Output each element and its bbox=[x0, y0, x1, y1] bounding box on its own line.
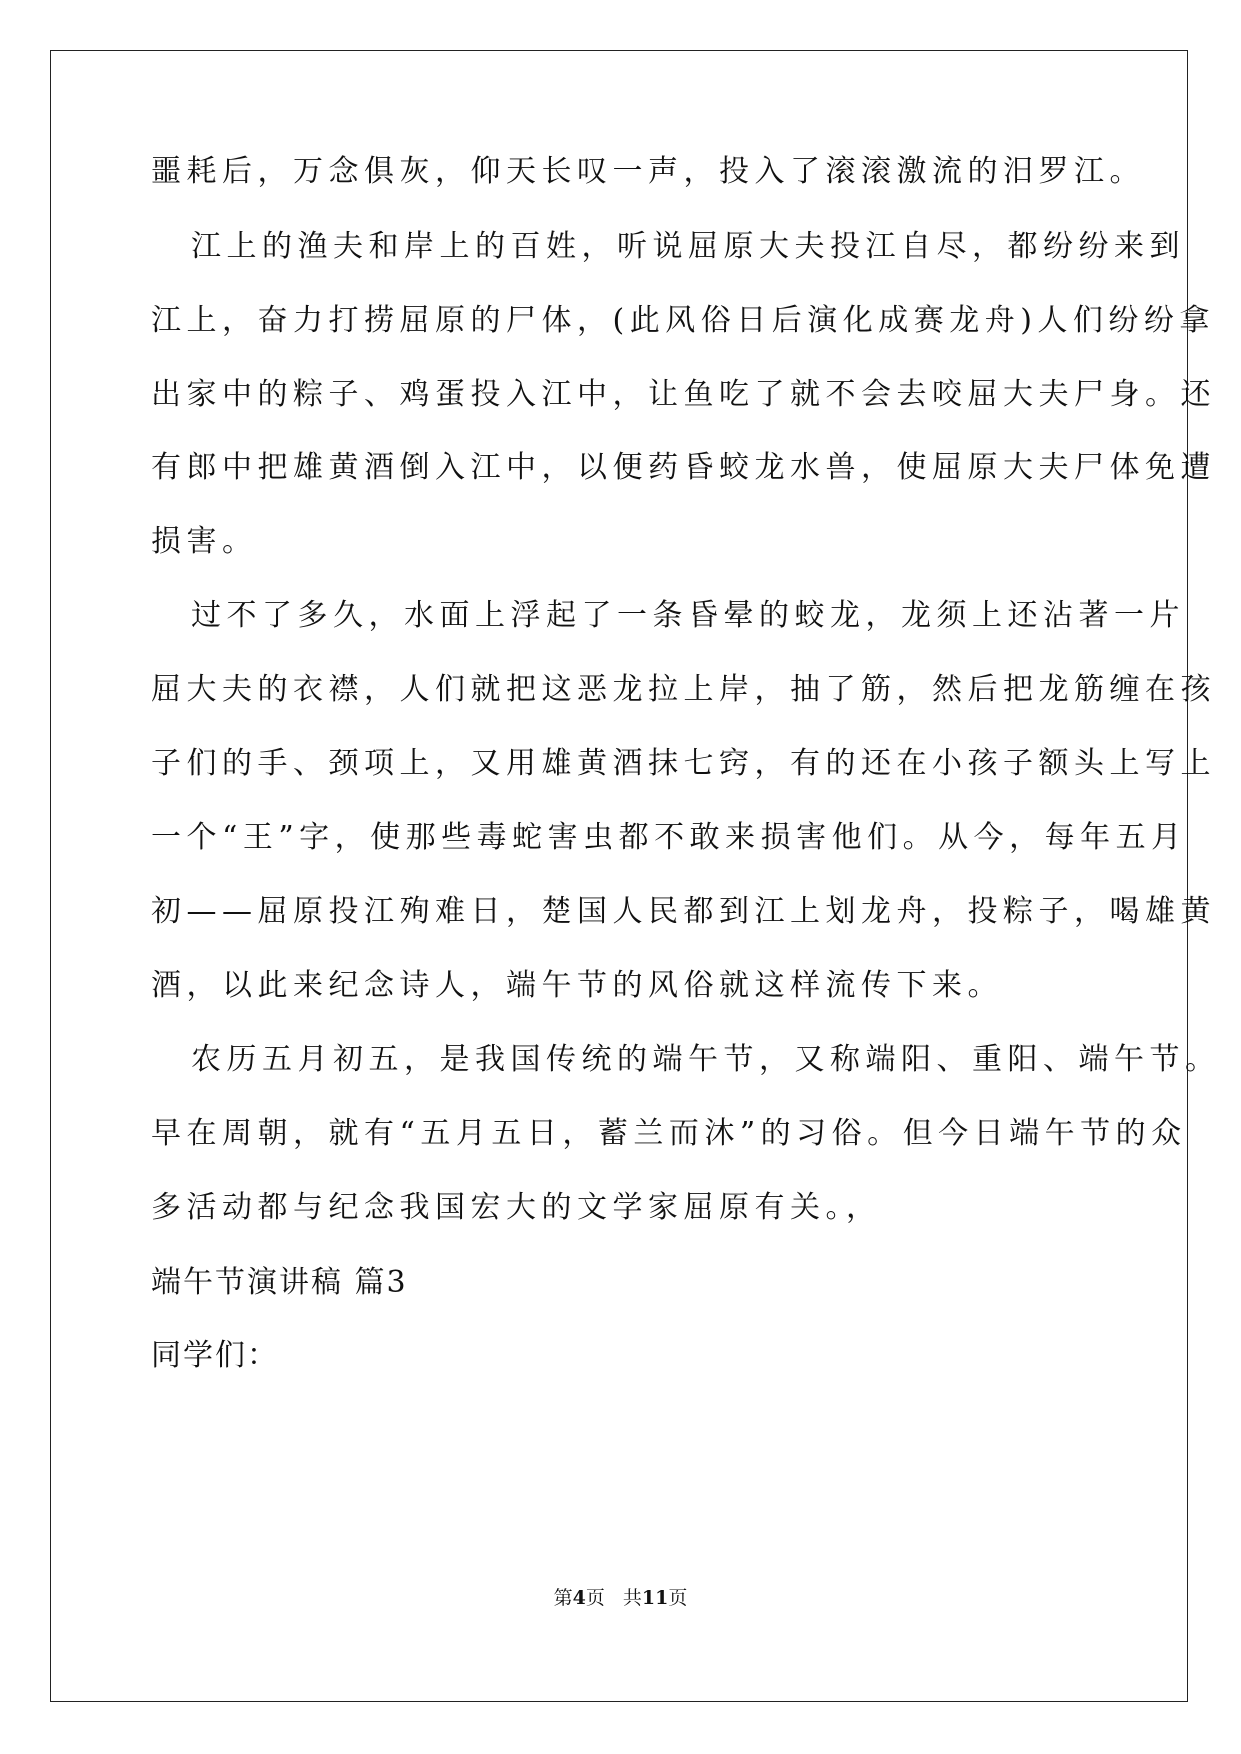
text-line: 屈大夫的衣襟，人们就把这恶龙拉上岸，抽了筋，然后把龙筋缠在孩 bbox=[151, 672, 1216, 707]
total-prefix: 共 bbox=[622, 1587, 642, 1609]
text-line: 子们的手、颈项上，又用雄黄酒抹七窍，有的还在小孩子额头上写上 bbox=[151, 746, 1216, 781]
section-heading: 端午节演讲稿 篇3 bbox=[151, 1265, 408, 1300]
text-line: 早在周朝，就有“五月五日，蓄兰而沐”的习俗。但今日端午节的众 bbox=[151, 1116, 1187, 1151]
salutation: 同学们： bbox=[151, 1338, 279, 1373]
page-suffix: 页 bbox=[585, 1587, 605, 1609]
text-line: 初——屈原投江殉难日，楚国人民都到江上划龙舟，投粽子，喝雄黄 bbox=[151, 894, 1216, 929]
text-line: 过不了多久，水面上浮起了一条昏晕的蛟龙，龙须上还沾著一片 bbox=[191, 598, 1185, 633]
text-line: 农历五月初五，是我国传统的端午节，又称端阳、重阳、端午节。 bbox=[191, 1042, 1221, 1077]
page-footer bbox=[0, 1586, 1241, 1610]
text-line: 多活动都与纪念我国宏大的文学家屈原有关。， bbox=[151, 1190, 882, 1225]
page-number: 4 bbox=[572, 1587, 586, 1609]
text-line: 江上，奋力打捞屈原的尸体，(此风俗日后演化成赛龙舟)人们纷纷拿 bbox=[151, 303, 1215, 338]
text-line: 噩耗后，万念俱灰，仰天长叹一声，投入了滚滚激流的汨罗江。 bbox=[151, 154, 1145, 189]
text-line: 损害。 bbox=[151, 524, 258, 559]
text-line: 出家中的粽子、鸡蛋投入江中，让鱼吃了就不会去咬屈大夫尸身。还 bbox=[151, 377, 1216, 412]
text-line: 一个“王”字，使那些毒蛇害虫都不敢来损害他们。从今，每年五月 bbox=[151, 820, 1187, 855]
page-prefix: 第 bbox=[553, 1587, 573, 1609]
total-pages: 11 bbox=[641, 1587, 669, 1609]
text-line: 有郎中把雄黄酒倒入江中，以便药昏蛟龙水兽，使屈原大夫尸体免遭 bbox=[151, 450, 1216, 485]
text-line: 酒，以此来纪念诗人，端午节的风俗就这样流传下来。 bbox=[151, 968, 1003, 1003]
total-suffix: 页 bbox=[668, 1587, 688, 1609]
text-line: 江上的渔夫和岸上的百姓，听说屈原大夫投江自尽，都纷纷来到 bbox=[191, 229, 1185, 264]
page-border bbox=[50, 50, 1188, 1702]
